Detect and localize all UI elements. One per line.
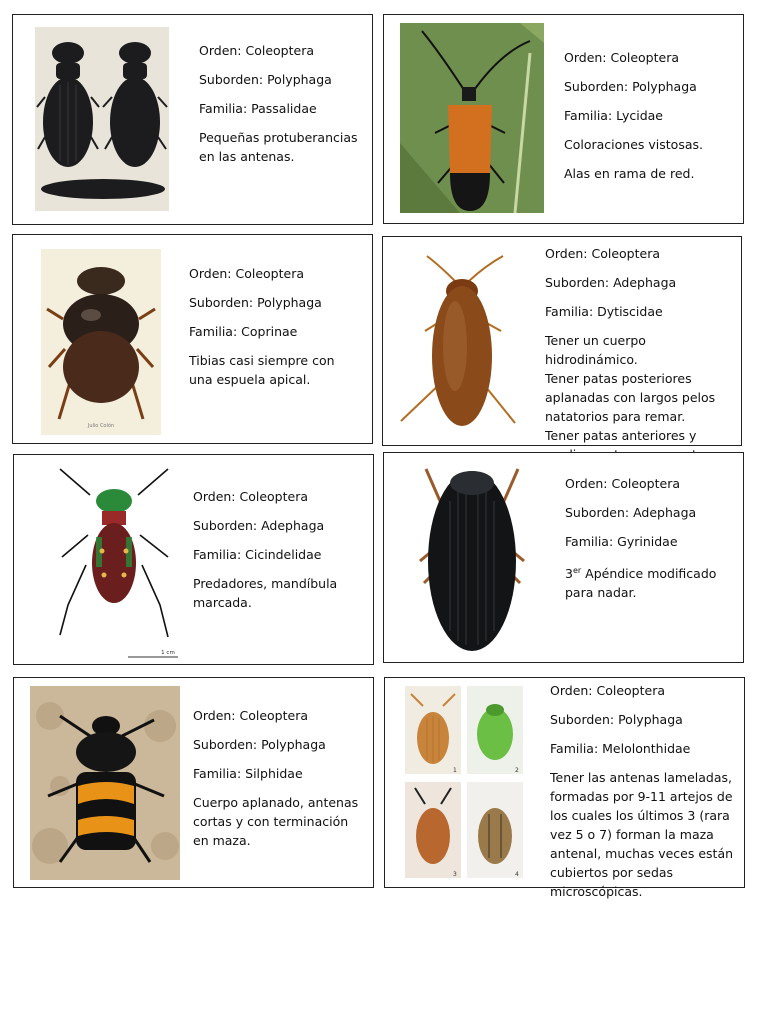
suborden-label: Suborden: Adephaga [545,275,677,290]
description-2: Alas en rama de red. [564,166,695,181]
specimen-label-3: 3 [453,871,457,878]
specimen-label-4: 4 [515,871,519,878]
melolonthidae-photo [403,686,525,880]
card-gyrinidae [383,452,744,663]
suborden-label: Suborden: Polyphaga [564,79,697,94]
card-silphidae [13,677,374,888]
suborden-label: Suborden: Polyphaga [199,72,332,87]
card-dytiscidae-text [545,244,741,483]
description-ordinal: 3 [565,566,573,582]
description: Tibias casi siempre con una espuela apical. [189,353,335,387]
familia-label: Familia: Cicindelidae [193,547,322,562]
familia-label: Familia: Silphidae [193,766,303,781]
description [565,561,735,602]
familia-label: Familia: Gyrinidae [565,534,678,549]
description-ordinal-suffix: er [572,566,582,575]
orden-label: Orden: Coleoptera [189,266,305,281]
description: Pequeñas protuberancias en las antenas. [199,130,358,164]
familia-label: Familia: Dytiscidae [545,304,663,319]
description-1: Tener un cuerpo hidrodinámico. [545,333,646,367]
card-coprinae [12,234,373,444]
card-coprinae-text [189,264,361,399]
description: Cuerpo aplanado, antenas cortas y con terminación en maza. [193,795,359,848]
orden-label: Orden: Coleoptera [193,708,309,723]
lycidae-photo [400,23,544,213]
description-3: Tener patas anteriores y [545,428,697,443]
card-cicindelidae [13,454,374,665]
orden-label: Orden: Coleoptera [545,246,661,261]
description-text: Apéndice modificado para nadar. [565,566,717,601]
orden-label: Orden: Coleoptera [193,489,309,504]
card-melolonthidae-text [550,681,744,911]
suborden-label: Suborden: Polyphaga [193,737,326,752]
coprinae-photo [41,249,161,435]
card-lycidae [383,14,744,224]
suborden-label: Suborden: Adephaga [565,505,697,520]
description-2: Tener patas posteriores aplanadas con largos pelos natatorios para remar. [545,371,716,424]
familia-label: Familia: Lycidae [564,108,663,123]
scale-bar-label: 1 cm [161,650,175,656]
suborden-label: Suborden: Adephaga [193,518,325,533]
card-lycidae-text [564,48,734,193]
orden-label: Orden: Coleoptera [550,683,666,698]
suborden-label: Suborden: Polyphaga [189,295,322,310]
specimen-label-1: 1 [453,767,457,774]
familia-label: Familia: Coprinae [189,324,298,339]
suborden-label: Suborden: Polyphaga [550,712,683,727]
cicindelidae-photo [50,465,180,661]
gyrinidae-photo [410,461,534,657]
dytiscidae-photo [395,251,529,435]
card-melolonthidae [384,677,745,899]
orden-label: Orden: Coleoptera [564,50,680,65]
card-silphidae-text [193,706,365,860]
silphidae-photo [30,686,180,880]
familia-label: Familia: Melolonthidae [550,741,691,756]
specimen-label-2: 2 [515,767,519,774]
card-cicindelidae-text [193,487,363,622]
passalidae-photo [35,27,169,211]
orden-label: Orden: Coleoptera [565,476,681,491]
card-dytiscidae [382,236,742,446]
orden-label: Orden: Coleoptera [199,43,315,58]
card-passalidae [12,14,373,225]
card-gyrinidae-text [565,474,735,612]
svg-text:Julio Colón: Julio Colón [87,423,115,429]
description: Tener las antenas lameladas, formadas por 9-11 artejos de los cuales los últimos 3 (rara vez 5 o 7) forman la maza antenal, muchas veces están cubiertos por sedas microscópicas. [550,770,734,899]
familia-label: Familia: Passalidae [199,101,317,116]
description-1: Coloraciones vistosas. [564,137,703,152]
card-passalidae-text [199,41,359,176]
description: Predadores, mandíbula marcada. [193,576,338,610]
